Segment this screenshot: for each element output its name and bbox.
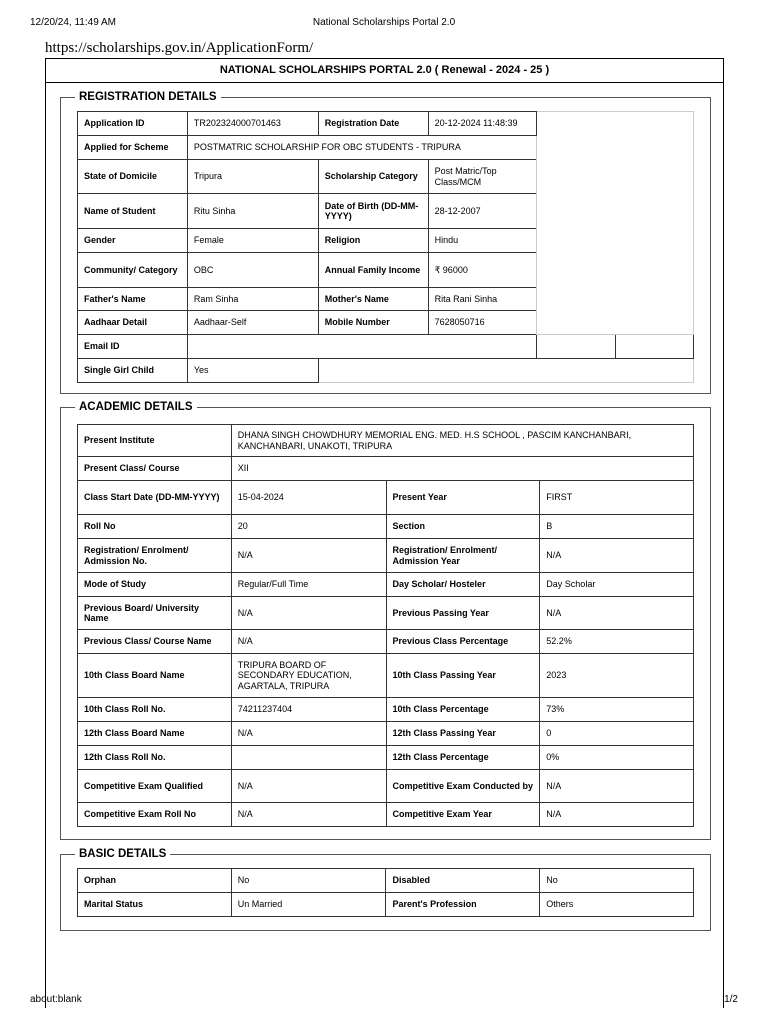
field-label: Parent's Profession <box>386 893 540 917</box>
field-label: Orphan <box>78 869 232 893</box>
single-girl-label: Single Girl Child <box>78 359 188 383</box>
field-label: Registration/ Enrolment/ Admission No. <box>78 539 232 573</box>
income-value: ₹ 96000 <box>428 253 537 288</box>
field-label: Section <box>386 515 540 539</box>
table-row <box>78 359 694 383</box>
field-label: 12th Class Roll No. <box>78 746 232 770</box>
field-value: N/A <box>231 539 386 573</box>
field-label: Class Start Date (DD-MM-YYYY) <box>78 481 232 515</box>
institute-label: Present Institute <box>78 425 232 457</box>
field-label: Registration/ Enrolment/ Admission Year <box>386 539 540 573</box>
field-label: Roll No <box>78 515 232 539</box>
print-header <box>0 17 768 31</box>
field-label: 10th Class Passing Year <box>386 654 540 698</box>
table-row <box>78 746 694 770</box>
field-label: Competitive Exam Conducted by <box>386 770 540 803</box>
table-row <box>78 698 694 722</box>
field-value: 52.2% <box>540 630 694 654</box>
field-label: 12th Class Percentage <box>386 746 540 770</box>
table-row <box>78 770 694 803</box>
basic-heading: BASIC DETAILS <box>75 847 170 861</box>
community-value: OBC <box>187 253 318 288</box>
domicile-label: State of Domicile <box>78 160 188 194</box>
single-girl-value: Yes <box>187 359 318 383</box>
field-label: Marital Status <box>78 893 232 917</box>
scheme-label: Applied for Scheme <box>78 136 188 160</box>
field-value: N/A <box>540 597 694 630</box>
gender-label: Gender <box>78 229 188 253</box>
table-row <box>78 573 694 597</box>
empty-cell <box>318 359 693 383</box>
field-value <box>231 746 386 770</box>
field-label: 10th Class Percentage <box>386 698 540 722</box>
table-row <box>78 515 694 539</box>
field-label: Day Scholar/ Hosteler <box>386 573 540 597</box>
application-form <box>45 58 724 1008</box>
field-value: B <box>540 515 694 539</box>
class-value: XII <box>231 457 693 481</box>
gender-value: Female <box>187 229 318 253</box>
email-value <box>187 335 537 359</box>
table-row <box>78 803 694 827</box>
field-value: N/A <box>231 803 386 827</box>
basic-section <box>60 848 711 931</box>
field-label: Previous Passing Year <box>386 597 540 630</box>
mobile-value: 7628050716 <box>428 311 537 335</box>
student-name-label: Name of Student <box>78 194 188 229</box>
field-value: Others <box>540 893 694 917</box>
table-row <box>78 425 694 457</box>
academic-section <box>60 401 711 840</box>
application-id-label: Application ID <box>78 112 188 136</box>
print-timestamp: 12/20/24, 11:49 AM <box>30 17 116 28</box>
community-label: Community/ Category <box>78 253 188 288</box>
field-label: Competitive Exam Year <box>386 803 540 827</box>
table-row <box>78 893 694 917</box>
field-value: 20 <box>231 515 386 539</box>
mother-value: Rita Rani Sinha <box>428 288 537 311</box>
field-label: Competitive Exam Roll No <box>78 803 232 827</box>
page-url: https://scholarships.gov.in/ApplicationForm/ <box>45 40 314 56</box>
field-label: 10th Class Roll No. <box>78 698 232 722</box>
table-row <box>78 335 694 359</box>
field-value: Day Scholar <box>540 573 694 597</box>
field-value: Regular/Full Time <box>231 573 386 597</box>
academic-heading: ACADEMIC DETAILS <box>75 400 197 414</box>
father-label: Father's Name <box>78 288 188 311</box>
income-label: Annual Family Income <box>318 253 428 288</box>
field-label: Present Year <box>386 481 540 515</box>
registration-heading: REGISTRATION DETAILS <box>75 90 221 104</box>
email-label: Email ID <box>78 335 188 359</box>
field-value: N/A <box>540 770 694 803</box>
empty-cell <box>537 335 616 359</box>
field-label: 12th Class Passing Year <box>386 722 540 746</box>
application-id-value: TR202324000701463 <box>187 112 318 136</box>
field-value: 0 <box>540 722 694 746</box>
field-value: TRIPURA BOARD OF SECONDARY EDUCATION, AGARTALA, TRIPURA <box>231 654 386 698</box>
table-row <box>78 630 694 654</box>
field-value: N/A <box>231 722 386 746</box>
print-page-title: National Scholarships Portal 2.0 <box>312 17 456 28</box>
registration-section <box>60 91 711 394</box>
student-name-value: Ritu Sinha <box>187 194 318 229</box>
academic-table <box>77 424 694 827</box>
footer-url: about:blank <box>30 994 82 1005</box>
table-row <box>78 481 694 515</box>
field-value: FIRST <box>540 481 694 515</box>
class-label: Present Class/ Course <box>78 457 232 481</box>
field-value: N/A <box>540 803 694 827</box>
table-row <box>78 457 694 481</box>
religion-value: Hindu <box>428 229 537 253</box>
registration-date-value: 20-12-2024 11:48:39 <box>428 112 537 136</box>
field-value: 2023 <box>540 654 694 698</box>
field-label: Mode of Study <box>78 573 232 597</box>
dob-label: Date of Birth (DD-MM-YYYY) <box>318 194 428 229</box>
registration-table <box>77 111 694 383</box>
field-label: Previous Board/ University Name <box>78 597 232 630</box>
field-label: Competitive Exam Qualified <box>78 770 232 803</box>
field-value: No <box>231 869 386 893</box>
page-number: 1/2 <box>724 994 738 1005</box>
religion-label: Religion <box>318 229 428 253</box>
portal-title: NATIONAL SCHOLARSHIPS PORTAL 2.0 ( Renewal - 2024 - 25 ) <box>46 59 723 83</box>
dob-value: 28-12-2007 <box>428 194 537 229</box>
field-value: 74211237404 <box>231 698 386 722</box>
field-value: 15-04-2024 <box>231 481 386 515</box>
field-value: 0% <box>540 746 694 770</box>
mobile-label: Mobile Number <box>318 311 428 335</box>
institute-value: DHANA SINGH CHOWDHURY MEMORIAL ENG. MED. H.S SCHOOL , PASCIM KANCHANBARI, KANCHANBARI, UNAKOTI, TRIPURA <box>231 425 693 457</box>
field-value: No <box>540 869 694 893</box>
table-row <box>78 112 694 136</box>
field-value: N/A <box>540 539 694 573</box>
domicile-value: Tripura <box>187 160 318 194</box>
field-value: N/A <box>231 770 386 803</box>
aadhaar-label: Aadhaar Detail <box>78 311 188 335</box>
field-value: 73% <box>540 698 694 722</box>
field-value: Un Married <box>231 893 386 917</box>
field-value: N/A <box>231 597 386 630</box>
table-row <box>78 722 694 746</box>
scheme-value: POSTMATRIC SCHOLARSHIP FOR OBC STUDENTS - TRIPURA <box>187 136 537 160</box>
empty-cell <box>616 335 694 359</box>
table-row <box>78 654 694 698</box>
mother-label: Mother's Name <box>318 288 428 311</box>
field-label: Disabled <box>386 869 540 893</box>
table-row <box>78 597 694 630</box>
field-label: 10th Class Board Name <box>78 654 232 698</box>
field-label: 12th Class Board Name <box>78 722 232 746</box>
field-value: N/A <box>231 630 386 654</box>
category-label: Scholarship Category <box>318 160 428 194</box>
father-value: Ram Sinha <box>187 288 318 311</box>
aadhaar-value: Aadhaar-Self <box>187 311 318 335</box>
field-label: Previous Class/ Course Name <box>78 630 232 654</box>
table-row <box>78 539 694 573</box>
category-value: Post Matric/Top Class/MCM <box>428 160 537 194</box>
registration-date-label: Registration Date <box>318 112 428 136</box>
field-label: Previous Class Percentage <box>386 630 540 654</box>
table-row <box>78 869 694 893</box>
basic-table <box>77 868 694 917</box>
photo-area <box>537 112 694 335</box>
